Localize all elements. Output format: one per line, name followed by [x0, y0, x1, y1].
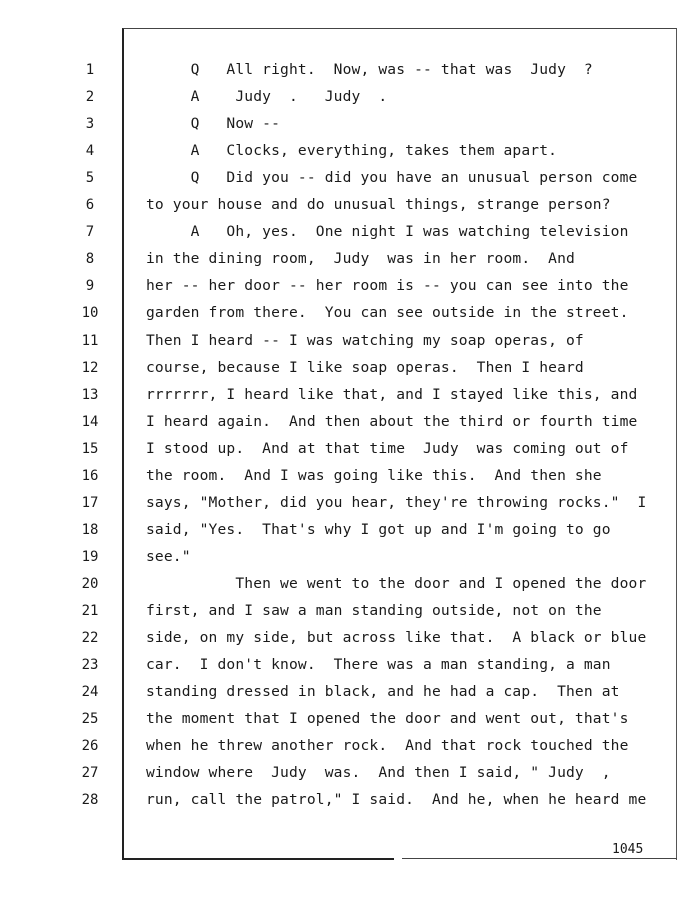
transcript-line: Then I heard -- I was watching my soap operas, of: [146, 332, 584, 349]
line-number: 5: [85, 170, 95, 186]
line-number: 8: [85, 251, 95, 267]
transcript-line: Q Now --: [146, 115, 281, 132]
transcript-line: I heard again. And then about the third or fourth time: [146, 413, 638, 430]
transcript-line: Q Did you -- did you have an unusual person come: [146, 169, 638, 186]
transcript-line: when he threw another rock. And that rock touched the: [146, 737, 629, 754]
line-number: 12: [81, 360, 99, 376]
transcript-line: run, call the patrol," I said. And he, when he heard me: [146, 791, 647, 808]
line-number: 28: [81, 792, 99, 808]
transcript-line: car. I don't know. There was a man standing, a man: [146, 656, 611, 673]
line-number: 26: [81, 738, 99, 754]
line-number: 2: [85, 89, 95, 105]
transcript-line: rrrrrrr, I heard like that, and I stayed like this, and: [146, 386, 638, 403]
transcript-line: side, on my side, but across like that. A black or blue: [146, 629, 647, 646]
line-number: 9: [85, 278, 95, 294]
bottom-rule-right: [402, 858, 677, 859]
line-number: 24: [81, 684, 99, 700]
transcript-line: Q All right. Now, was -- that was Judy ?: [146, 61, 593, 78]
transcript-line: first, and I saw a man standing outside, not on the: [146, 602, 602, 619]
line-number: 20: [81, 576, 99, 592]
line-number: 27: [81, 765, 99, 781]
line-number: 4: [85, 143, 95, 159]
transcript-line: A Oh, yes. One night I was watching television: [146, 223, 629, 240]
transcript-line: the room. And I was going like this. And then she: [146, 467, 602, 484]
transcript-line: I stood up. And at that time Judy was coming out of: [146, 440, 629, 457]
line-number: 25: [81, 711, 99, 727]
transcript-line: standing dressed in black, and he had a cap. Then at: [146, 683, 620, 700]
line-number: 23: [81, 657, 99, 673]
line-number: 6: [85, 197, 95, 213]
transcript-line: says, "Mother, did you hear, they're throwing rocks." I: [146, 494, 647, 511]
line-number: 13: [81, 387, 99, 403]
page-number: 1045: [612, 842, 644, 857]
transcript-line: in the dining room, Judy was in her room. And: [146, 250, 575, 267]
line-number: 7: [85, 224, 95, 240]
transcript-line: to your house and do unusual things, strange person?: [146, 196, 611, 213]
line-number: 18: [81, 522, 99, 538]
transcript-line: A Clocks, everything, takes them apart.: [146, 142, 558, 159]
bottom-rule: [122, 858, 394, 860]
transcript-line: window where Judy was. And then I said, " Judy ,: [146, 764, 611, 781]
transcript-line: Then we went to the door and I opened the door: [146, 575, 647, 592]
line-number: 21: [81, 603, 99, 619]
line-number: 16: [81, 468, 99, 484]
transcript-line: A Judy . Judy .: [146, 88, 388, 105]
line-number: 15: [81, 441, 99, 457]
transcript-line: garden from there. You can see outside in the street.: [146, 304, 629, 321]
line-number: 3: [85, 116, 95, 132]
line-number: 19: [81, 549, 99, 565]
transcript-line: her -- her door -- her room is -- you can see into the: [146, 277, 629, 294]
transcript-line: said, "Yes. That's why I got up and I'm going to go: [146, 521, 611, 538]
line-number: 14: [81, 414, 99, 430]
line-number: 10: [81, 305, 99, 321]
line-number: 17: [81, 495, 99, 511]
line-number: 22: [81, 630, 99, 646]
transcript-line: course, because I like soap operas. Then I heard: [146, 359, 584, 376]
line-number: 11: [81, 333, 99, 349]
transcript-line: the moment that I opened the door and went out, that's: [146, 710, 629, 727]
transcript-line: see.": [146, 548, 191, 565]
line-number: 1: [85, 62, 95, 78]
